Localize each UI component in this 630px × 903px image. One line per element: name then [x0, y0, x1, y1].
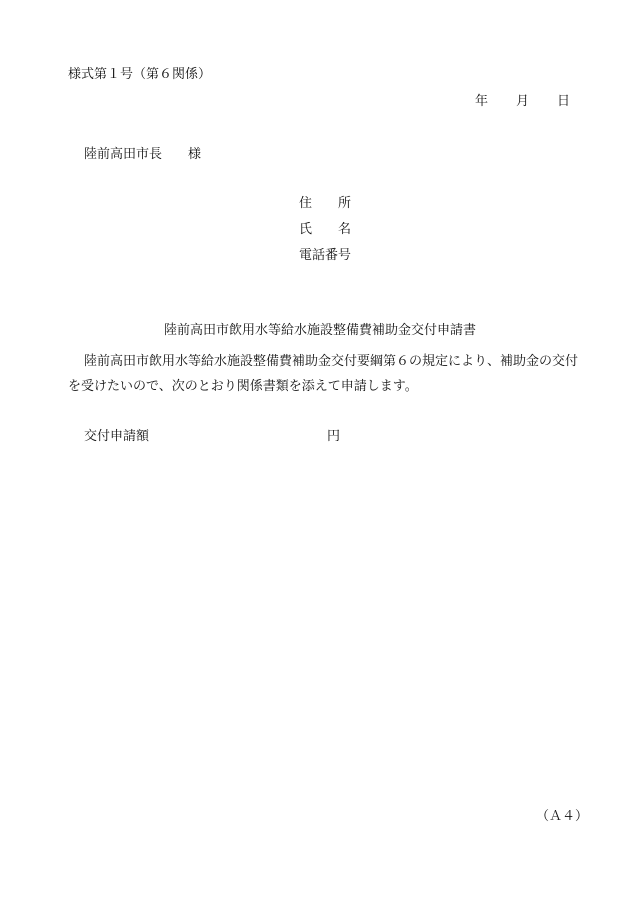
amount-unit: 円 — [327, 429, 341, 444]
address-label-char-2: 所 — [338, 196, 352, 211]
applicant-name-label — [299, 223, 351, 236]
paper-size-note: （Ａ４） — [536, 809, 589, 824]
addressee-honorific: 様 — [188, 147, 202, 162]
form-number: 様式第１号（第６関係） — [68, 67, 212, 82]
date-year: 年 — [475, 94, 489, 109]
name-label-char-2: 名 — [338, 222, 352, 237]
applicant-address-label — [299, 197, 351, 210]
amount-label: 交付申請額 — [84, 429, 150, 444]
address-label-char-1: 住 — [299, 196, 313, 211]
date-day: 日 — [557, 94, 571, 109]
date-line — [475, 95, 570, 108]
document-body: 陸前高田市飲用水等給水施設整備費補助金交付要綱第６の規定により、補助金の交付を受けたいので、次のとおり関係書類を添えて申請します。 — [68, 354, 579, 394]
applicant-phone-label: 電話番号 — [299, 248, 352, 263]
date-month: 月 — [516, 94, 530, 109]
addressee-name: 陸前高田市長 — [84, 147, 163, 162]
name-label-char-1: 氏 — [299, 222, 313, 237]
document-title: 陸前高田市飲用水等給水施設整備費補助金交付申請書 — [164, 323, 477, 338]
addressee — [84, 148, 201, 161]
